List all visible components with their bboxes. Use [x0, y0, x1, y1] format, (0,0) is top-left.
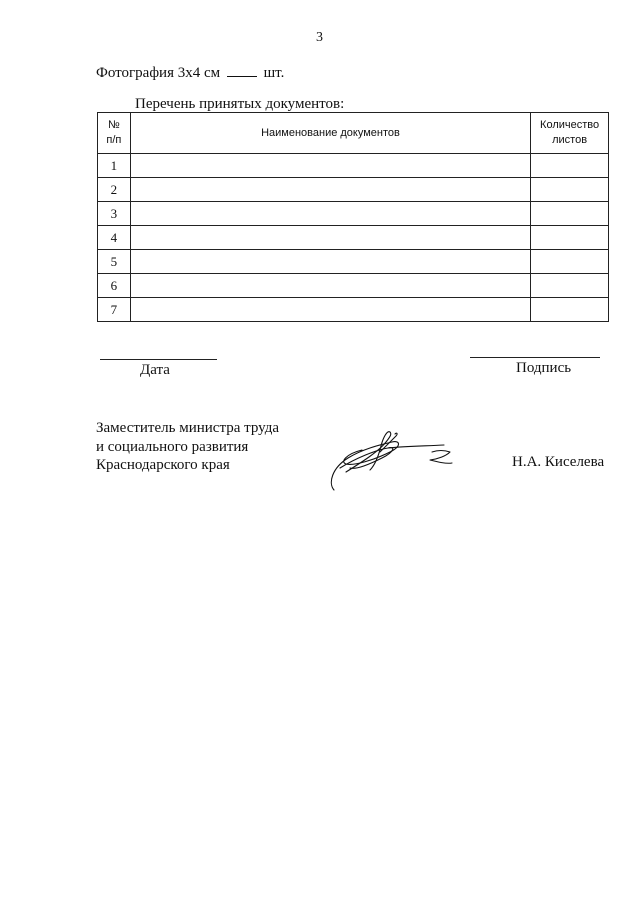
- row-number-cell: 5: [98, 250, 131, 274]
- date-signature-line: [100, 359, 217, 360]
- document-name-cell: [130, 298, 530, 322]
- header-count-line1: Количество: [540, 119, 600, 131]
- table-row: [98, 274, 609, 298]
- document-name-cell: [130, 226, 530, 250]
- row-number-cell: 1: [98, 154, 131, 178]
- table-row: [98, 298, 609, 322]
- document-name-cell: [130, 274, 530, 298]
- table-row: [98, 202, 609, 226]
- sheet-count-cell: [531, 202, 609, 226]
- official-title-line3: Краснодарского края: [96, 457, 230, 473]
- sheet-count-cell: [531, 274, 609, 298]
- header-number-line2: п/п: [106, 134, 122, 146]
- header-document-name: Наименование документов: [130, 113, 530, 154]
- sheet-count-cell: [531, 154, 609, 178]
- header-number-line1: №: [108, 119, 120, 131]
- row-number-cell: 3: [98, 202, 131, 226]
- photo-suffix: шт.: [263, 65, 285, 81]
- row-number-cell: 2: [98, 178, 131, 202]
- photo-count-blank: [227, 62, 257, 77]
- signature-line: [470, 357, 600, 358]
- row-number-cell: 7: [98, 298, 131, 322]
- document-name-cell: [130, 154, 530, 178]
- header-number: [98, 113, 131, 154]
- sheet-count-cell: [531, 226, 609, 250]
- official-title: [96, 419, 279, 475]
- signer-name: Н.А. Киселева: [512, 454, 605, 470]
- table-row: [98, 154, 609, 178]
- photo-count-line: [96, 62, 284, 82]
- document-name-cell: [130, 202, 530, 226]
- photo-label: Фотография 3х4 см: [96, 65, 221, 81]
- signature-label: Подпись: [516, 360, 572, 376]
- handwritten-signature: [326, 428, 461, 493]
- official-title-line2: и социального развития: [96, 438, 249, 455]
- table-row: [98, 178, 609, 202]
- row-number-cell: 4: [98, 226, 131, 250]
- sheet-count-cell: [531, 178, 609, 202]
- sheet-count-cell: [531, 298, 609, 322]
- document-name-cell: [130, 250, 530, 274]
- row-number-cell: 6: [98, 274, 131, 298]
- table-row: [98, 250, 609, 274]
- table-row: [98, 226, 609, 250]
- official-title-line1: Заместитель министра труда: [96, 420, 279, 436]
- date-label: Дата: [140, 362, 170, 378]
- sheet-count-cell: [531, 250, 609, 274]
- page-number: 3: [316, 30, 323, 45]
- table-header-row: [98, 113, 609, 154]
- documents-list-title: Перечень принятых документов:: [135, 96, 345, 112]
- header-sheet-count: [531, 113, 609, 154]
- document-name-cell: [130, 178, 530, 202]
- header-count-line2: листов: [552, 134, 588, 146]
- documents-table: [97, 112, 609, 322]
